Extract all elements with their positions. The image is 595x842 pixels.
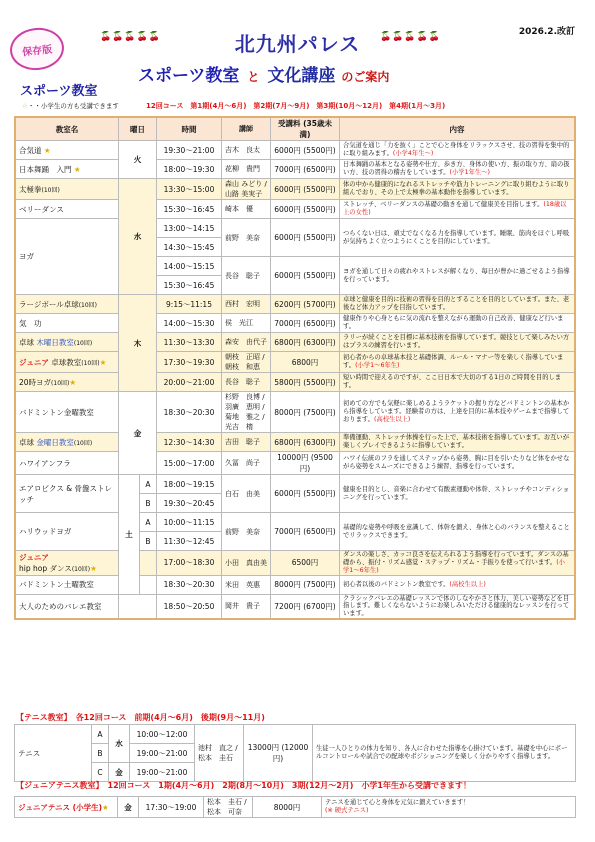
table-row: エアロビクス & 骨盤ストレッチ 土 A 18:00～19:15 白石 由美 6000円 (5500円) 健康を目的とし、音楽に合わせて有酸素運動や体幹、ストレッチやコンディショニングを行っています。 <box>15 475 575 494</box>
section-title: スポーツ教室 <box>20 84 98 99</box>
table-row: バドミントン土曜教室 18:30～20:30 米田 英惠 8000円 (7500円) 初心者以後のバドミントン教室です。(高校生以上) <box>15 575 575 594</box>
table-row: 合気道 ★ 火 19:30～21:00 吉木 良太 6000円 (5500円) 合気道を通じ「力を抜く」ことで心と身体をリラックスさせ、技の習得を集中的に取り組みます。(小学4年生～) <box>15 141 575 160</box>
tennis-section-title: 【テニス教室】 各12回コース 前期(4月～6月) 後期(9月～11月) <box>16 713 265 722</box>
table-row: 14:30～15:45 <box>15 238 575 257</box>
table-row: 20時ヨガ(10回)★ 20:00～21:00 長谷 聡子 5800円 (5500円) 短い時間で迎えるのですが、ここ日日本で大切のする1日のご時間を目的します。 <box>15 373 575 392</box>
table-row: 日本舞踊 入門 ★ 18:00～19:30 花柳 貴門 7000円 (6500円) 日本舞踊の基本となる姿勢や仕方、歩き方、身体の使い方、振の取り方、扇の扱い方、技の習得の稽古をしています。(小学1年生～) <box>15 160 575 179</box>
col-class-name: 教室名 <box>15 117 119 141</box>
table-row: 太極拳(10回) 水 13:30～15:00 森山 みどり / 山路 美実子 6000円 (5500円) 体の中から健康的になれるストレッチや筋力トレーニングに取り組むように取り組んでおり、その上で太極拳の基本動作を指導しています。 <box>15 179 575 200</box>
class-name: 合気道 ★ <box>15 141 119 160</box>
jr-tennis-section-title: 【ジュニアテニス教室】 12回コース 1期(4月～6月) 2期(8月～10月) 3期(12月～2月) 小学1年生から受講できます！ <box>16 781 472 790</box>
col-fee: 受講料 (35歳未満) <box>271 117 340 141</box>
revision-date: 2026.2.改訂 <box>518 27 575 37</box>
table-row: ヨガ 13:00～14:15 前野 美奈 6000円 (5500円) つらくない日は、頑丈でなくなる力を指導しています。睡眠、筋肉をほぐし呼吸が気持ちよく立つようにくことを目的にしています。 <box>15 219 575 238</box>
archive-stamp: 保存版 <box>8 25 66 72</box>
table-row: テニス A 水 10:00～12:00 池村 直之 / 松本 圭石 13000円 (12000円) 生徒一人ひとりの体力を知り、各人に合わせた指導を心掛けています。基礎を中心にボールコントロールや試合での配球やポジショニングを楽しく分かりやすく指導します。 <box>15 725 576 744</box>
table-row: ベリーダンス 15:30～16:45 崎本 優 6000円 (5500円) ストレッチ、ベリーダンスの基礎の動きを通して健康美を目指します。(18歳以上の女性) <box>15 200 575 219</box>
table-row: ジュニア hip hop ダンス(10回)★ 17:00～18:30 小田 真由美 6500円 ダンスの楽しさ、カッコ良さを伝えられるよう指導を行っています。ダンスの基礎から、振付・リズム感覚・ステップ・リズム・手振りを使って行います。(小学1～6年生) <box>15 551 575 576</box>
table-row: ジュニアテニス (小学生)★ 金 17:30～19:00 松本 圭石 / 松本 可奈 8000円 テニスを通じて心と身体を元気に鍛えていきます！ (※ 硬式テニス) <box>15 797 576 818</box>
table-row: 15:30～16:45 <box>15 276 575 295</box>
page-subtitle: スポーツ教室 と 文化講座 のご案内 <box>138 66 390 86</box>
table-row: 14:00～15:15 長谷 聡子 6000円 (5500円) ヨガを通して日々の疲れやストレスが解くなり、毎日が豊かに過ごせるよう指導を行っています。 <box>15 257 575 276</box>
table-row: ハワイアンフラ 15:00～17:00 久冨 尚子 10000円 (9500円) ハワイ伝統のフラを通してステップから姿勢、胸に目を引いたりなど体をかせながら姿勢をスムーズにできるよう練習、指導を行っています。 <box>15 452 575 475</box>
table-row: 気 功 14:00～15:30 侯 光江 7000円 (6500円) 健康作りや心身ともに気の流れを整えながら運動の自己改善、健康など行います。 <box>15 314 575 333</box>
col-day: 曜日 <box>119 117 157 141</box>
col-instructor: 講師 <box>222 117 271 141</box>
table-row: ハリウッドヨガ A 10:00～11:15 前野 美奈 7000円 (6500円) 基礎的な姿勢や呼吸を意識して、体幹を鍛え、身体と心のバランスを整えることでリラックスできます。 <box>15 513 575 532</box>
course-header: 12回コース 第1期(4月～6月) 第2期(7月～9月) 第3期(10月～12月) 第4期(1月～3月) <box>146 102 446 110</box>
table-row: 卓球 木曜日教室(10回) 11:30～13:30 森安 由代子 6800円 (6300円) ラリーが続くことを目標に基本技術を指導しています。競技として楽しみたい方はプラスの練習を行います。 <box>15 333 575 352</box>
col-time: 時間 <box>157 117 222 141</box>
table-row: 卓球 金曜日教室(10回) 12:30～14:30 吉田 聡子 6800円 (6300円) 準備運動、ストレッチ体操を行った上で、基本技術を指導しています。お互いが楽しくプレイできるように指導しています。 <box>15 433 575 452</box>
table-row: ジュニア 卓球教室(10回)★ 17:30～19:30 朝枝 正昭 / 朝枝 和恵 6800円 初心者からの卓球基本技と基礎体調、ルール・マナー等を楽しく指導しています。(小学1～6年生) <box>15 352 575 373</box>
day-cell: 火 <box>119 141 157 179</box>
table-row: B 19:00～21:00 <box>15 744 576 763</box>
table-row: C 金 19:00～21:00 <box>15 763 576 782</box>
cherry-deco-left: 🍒🍒🍒🍒🍒 <box>100 32 162 42</box>
cherry-deco-right: 🍒🍒🍒🍒🍒 <box>380 32 442 42</box>
jr-tennis-table <box>14 796 576 818</box>
table-row: 大人のためのバレエ教室 18:50～20:50 岡井 貴子 7200円 (6700円) クラシックバレエの基礎レッスンで体のしなやかさと体力、美しい姿勢などを目指します。難しくならないようにお楽しみいただける健康的なレッスンを行っています。 <box>15 594 575 619</box>
tennis-table <box>14 724 576 782</box>
table-row: バドミントン金曜教室 金 18:30～20:30 杉野 良博 / 羽廣 恵明 / 菊地 雅之 / 光吉 楕 8000円 (7500円) 初めての方でも気軽に楽しめるようラケットの握り方などバドミントンの基本から指導をしています。経験者の方は、上達を目的に基本技やゲームまで指導しております。(高校生以上) <box>15 392 575 433</box>
student-note: ☆・・小学生の方も受講できます <box>22 102 119 110</box>
table-row: B 19:30～20:45 <box>15 494 575 513</box>
table-row: B 11:30～12:45 <box>15 532 575 551</box>
table-row: ラージボール卓球(10回) 木 9:15～11:15 西村 宏明 6200円 (5700円) 卓球と健康を目的に技術の習得を目的とすることを目的としています。また、老後など体力アップを目指しています。 <box>15 295 575 314</box>
sports-class-table <box>14 116 576 620</box>
col-content: 内容 <box>340 117 576 141</box>
page-title: 北九州パレス <box>234 32 361 56</box>
